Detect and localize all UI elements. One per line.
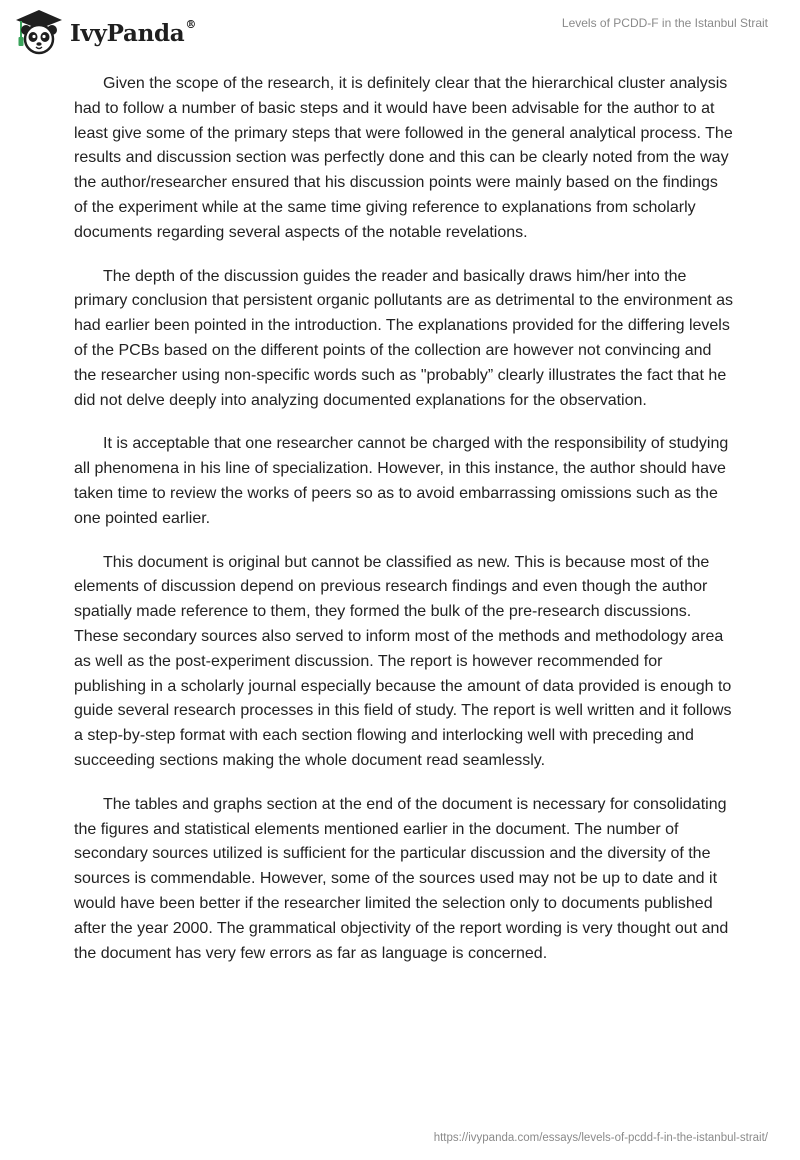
paragraph: Given the scope of the research, it is definitely clear that the hierarchical cluster analysis had to follow a number of basic steps and it would have been advisable for the author to at least give some of the primary steps that were followed in the general analytical process. The results and discussion section was perfectly done and this can be clearly noted from the way the author/researcher ensured that his discussion points were mainly based on the findings of the experiment while at the same time giving reference to explanations from scholarly documents regarding several aspects of the notable revelations.: [74, 75, 733, 241]
paragraph: The tables and graphs section at the end of the document is necessary for consolidating the figures and statistical elements mentioned earlier in the document. The number of secondary sources utilized is sufficient for the particular discussion and the diversity of the sources is commendable. However, some of the sources used may not be up to date and it would have been better if the researcher limited the selection only to documents published after the year 2000. The grammatical objectivity of the report wording is very thought out and the document has very few errors as far as language is concerned.: [74, 795, 729, 962]
source-url-link[interactable]: https://ivypanda.com/essays/levels-of-pcdd-f-in-the-istanbul-strait/: [433, 1132, 768, 1144]
document-title: Levels of PCDD-F in the Istanbul Strait: [561, 16, 768, 30]
paragraph: It is acceptable that one researcher cannot be charged with the responsibility of studying all phenomena in his line of specialization. However, in this instance, the author should have taken time to review the works of peers so as to avoid embarrassing omissions such as the one pointed earlier.: [74, 435, 729, 527]
brand-logo[interactable]: [14, 8, 196, 56]
registered-mark: ®: [185, 17, 197, 31]
brand-name: IvyPanda®: [70, 17, 197, 47]
panda-graduate-logo-icon: [14, 8, 64, 56]
paragraph: The depth of the discussion guides the reader and basically draws him/her into the primary conclusion that persistent organic pollutants are as detrimental to the environment as had earlier been pointed in the introduction. The explanations provided for the differing levels of the PCBs based on the different points of the collection are however not convincing and the researcher using non-specific words such as "probably” clearly illustrates the fact that he did not delve deeply into analyzing documented explanations for the observation.: [74, 267, 734, 409]
essay-body: [74, 72, 734, 985]
paragraph: This document is original but cannot be classified as new. This is because most of the elements of discussion depend on previous research findings and even though the author spatially made reference to them, they formed the bulk of the pre-research discussions. These secondary sources also served to inform most of the methods and methodology area as well as the post-experiment discussion. The report is however recommended for publishing in a scholarly journal especially because the amount of data provided is enough to guide several research processes in this field of study. The report is well written and it follows a step-by-step format with each section flowing and interlocking well with preceding and succeeding sections making the whole document read seamlessly.: [74, 553, 732, 769]
page-header: [0, 0, 800, 66]
